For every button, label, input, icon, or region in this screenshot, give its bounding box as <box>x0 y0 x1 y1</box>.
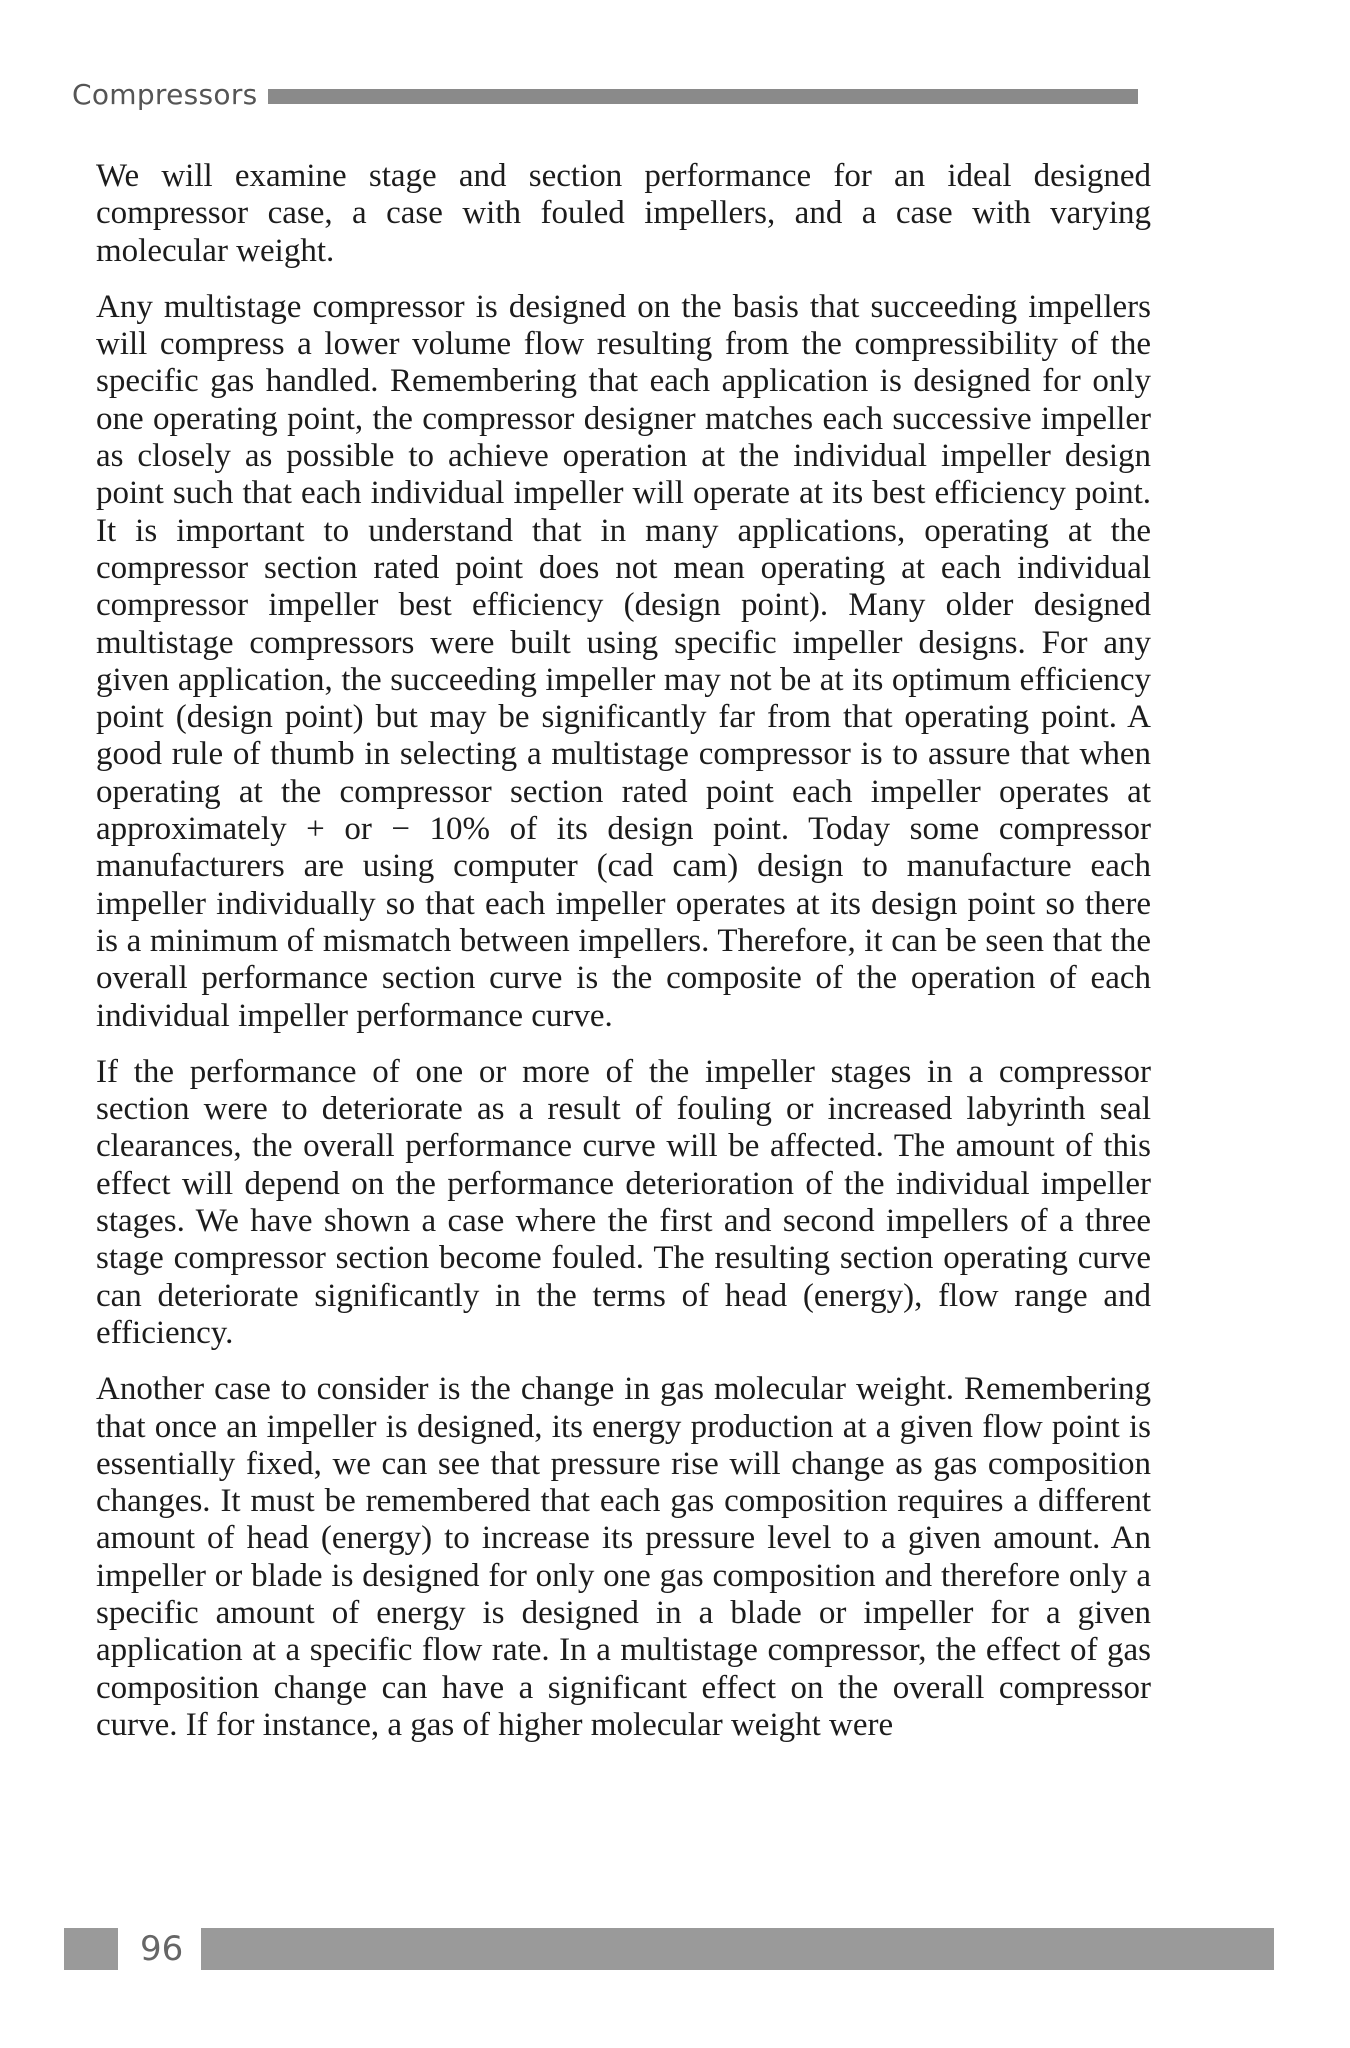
header-rule <box>268 89 1138 104</box>
paragraph-4: Another case to consider is the change in gas molecular weight. Remembering that once an impeller is designed, its energy production at a given flow point is essentially fixed, we can see that pressure rise will change as gas composition changes. It must be remembered that each gas composition requires a different amount of head (energy) to increase its pressure level to a given amount. An impeller or blade is designed for only one gas composition and therefore only a specific amount of energy is designed in a blade or impeller for a given application at a specific flow rate. In a multistage compressor, the effect of gas composition change can have a significant effect on the overall compressor curve. If for instance, a gas of higher molecular weight were <box>96 1371 1151 1743</box>
page-number: 96 <box>140 1929 184 1969</box>
paragraph-3: If the performance of one or more of the impeller stages in a compressor section were to deteriorate as a result of fouling or increased labyrinth seal clearances, the overall performance curve will be affected. The amount of this effect will depend on the performance deterioration of the individual impeller stages. We have shown a case where the first and second impellers of a three stage compressor section become fouled. The resulting section operating curve can deteriorate significantly in the terms of head (energy), flow range and efficiency. <box>96 1053 1151 1351</box>
running-header-title: Compressors <box>72 77 258 111</box>
paragraph-1: We will examine stage and section performance for an ideal designed compressor case, a case with fouled impellers, and a case with varying molecular weight. <box>96 158 1151 269</box>
paragraph-2: Any multistage compressor is designed on the basis that succeeding impellers will compress a lower volume flow resulting from the compressibility of the specific gas handled. Remembering that each application is designed for only one operating point, the compressor designer matches each successive impeller as closely as possible to achieve operation at the individual impeller design point such that each individual impeller will operate at its best efficiency point. It is important to understand that in many applications, operating at the compressor section rated point does not mean operating at each individual compressor impeller best efficiency (design point). Many older designed multistage compressors were built using specific impeller designs. For any given application, the succeeding impeller may not be at its optimum efficiency point (design point) but may be significantly far from that operating point. A good rule of thumb in selecting a multistage compressor is to assure that when operating at the compressor section rated point each impeller operates at approximately + or − 10% of its design point. Today some compressor manufacturers are using computer (cad cam) design to manufacture each impeller individually so that each impeller operates at its design point so there is a minimum of mismatch between impellers. Therefore, it can be seen that the overall performance section curve is the composite of the operation of each individual impeller performance curve. <box>96 288 1151 1034</box>
footer-block <box>64 1928 118 1970</box>
footer-rule <box>201 1928 1274 1970</box>
page-footer <box>64 1926 1274 1972</box>
body-text <box>96 158 1151 1763</box>
running-header <box>72 74 1138 114</box>
